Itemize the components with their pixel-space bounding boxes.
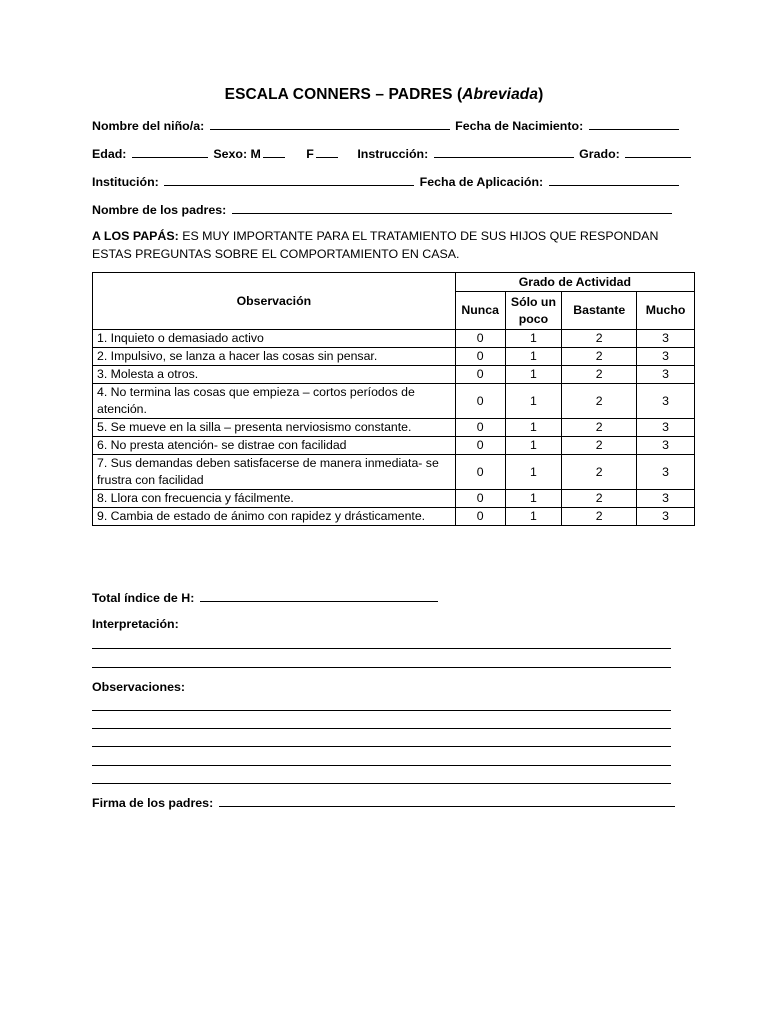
score-cell[interactable]: 1 — [505, 437, 562, 455]
score-cell[interactable]: 3 — [637, 508, 695, 526]
table-row — [93, 508, 695, 526]
score-cell[interactable]: 0 — [455, 455, 505, 490]
score-cell[interactable]: 3 — [637, 437, 695, 455]
label-total-indice: Total índice de H: — [92, 591, 195, 605]
fecha-nacimiento-blank[interactable] — [589, 118, 679, 130]
table-row — [93, 330, 695, 348]
label-fecha-aplicacion: Fecha de Aplicación: — [419, 175, 544, 189]
score-cell[interactable]: 0 — [455, 437, 505, 455]
score-cell[interactable]: 1 — [505, 348, 562, 366]
table-row — [93, 490, 695, 508]
observaciones-line[interactable] — [92, 783, 671, 784]
activity-table — [92, 272, 695, 526]
score-cell[interactable]: 0 — [455, 419, 505, 437]
header-col-nunca: Nunca — [455, 292, 505, 330]
table-row — [93, 348, 695, 366]
label-grado: Grado: — [579, 147, 620, 161]
table-row — [93, 437, 695, 455]
header-col-solo-un-poco: Sólo un poco — [505, 292, 562, 330]
label-institucion: Institución: — [92, 175, 159, 189]
fecha-aplicacion-blank[interactable] — [549, 174, 679, 186]
score-cell[interactable]: 2 — [562, 419, 637, 437]
score-cell[interactable]: 3 — [637, 384, 695, 419]
field-row-nombre — [92, 118, 681, 133]
score-cell[interactable]: 1 — [505, 508, 562, 526]
score-cell[interactable]: 3 — [637, 490, 695, 508]
score-cell[interactable]: 2 — [562, 490, 637, 508]
score-cell[interactable]: 0 — [455, 366, 505, 384]
table-row — [93, 384, 695, 419]
score-cell[interactable]: 3 — [637, 330, 695, 348]
score-cell[interactable]: 2 — [562, 330, 637, 348]
nombre-nino-blank[interactable] — [210, 118, 450, 130]
notice-text: ES MUY IMPORTANTE PARA EL TRATAMIENTO DE SUS HIJOS QUE RESPONDAN ESTAS PREGUNTAS SOBRE EL COMPORTAMIENTO EN CASA. — [92, 229, 659, 261]
header-observacion: Observación — [93, 273, 456, 330]
header-grado-actividad: Grado de Actividad — [455, 273, 694, 292]
table-row — [93, 366, 695, 384]
label-sexo-f: F — [306, 147, 314, 161]
observaciones-line[interactable] — [92, 746, 671, 747]
score-cell[interactable]: 2 — [562, 348, 637, 366]
observaciones-line[interactable] — [92, 728, 671, 729]
field-row-total — [92, 590, 440, 605]
label-instruccion: Instrucción: — [357, 147, 429, 161]
nombre-padres-blank[interactable] — [232, 202, 672, 214]
sexo-m-blank[interactable] — [263, 146, 285, 158]
score-cell[interactable]: 0 — [455, 348, 505, 366]
field-row-institucion — [92, 174, 681, 189]
interpretacion-line[interactable] — [92, 667, 671, 668]
row-observation: 7. Sus demandas deben satisfacerse de manera inmediata- se frustra con facilidad — [93, 455, 456, 490]
header-col-bastante: Bastante — [562, 292, 637, 330]
score-cell[interactable]: 0 — [455, 384, 505, 419]
edad-blank[interactable] — [132, 146, 208, 158]
score-cell[interactable]: 3 — [637, 366, 695, 384]
row-observation: 1. Inquieto o demasiado activo — [93, 330, 456, 348]
score-cell[interactable]: 2 — [562, 384, 637, 419]
row-observation: 5. Se mueve en la silla – presenta nerviosismo constante. — [93, 419, 456, 437]
label-fecha-nacimiento: Fecha de Nacimiento: — [455, 119, 584, 133]
observaciones-line[interactable] — [92, 710, 671, 711]
field-row-edad — [92, 146, 693, 161]
instruccion-blank[interactable] — [434, 146, 574, 158]
score-cell[interactable]: 0 — [455, 508, 505, 526]
score-cell[interactable]: 2 — [562, 366, 637, 384]
header-col-mucho: Mucho — [637, 292, 695, 330]
row-observation: 4. No termina las cosas que empieza – cortos períodos de atención. — [93, 384, 456, 419]
label-sexo-m: Sexo: M — [213, 147, 261, 161]
table-row — [93, 419, 695, 437]
score-cell[interactable]: 1 — [505, 490, 562, 508]
grado-blank[interactable] — [625, 146, 691, 158]
row-observation: 3. Molesta a otros. — [93, 366, 456, 384]
table-row — [93, 455, 695, 490]
row-observation: 6. No presta atención- se distrae con facilidad — [93, 437, 456, 455]
score-cell[interactable]: 1 — [505, 419, 562, 437]
total-indice-blank[interactable] — [200, 590, 438, 602]
observaciones-line[interactable] — [92, 765, 671, 766]
row-observation: 8. Llora con frecuencia y fácilmente. — [93, 490, 456, 508]
label-edad: Edad: — [92, 147, 127, 161]
document-title: ESCALA CONNERS – PADRES (Abreviada) — [224, 86, 544, 103]
row-observation: 2. Impulsivo, se lanza a hacer las cosas sin pensar. — [93, 348, 456, 366]
score-cell[interactable]: 0 — [455, 490, 505, 508]
field-row-firma — [92, 795, 677, 810]
score-cell[interactable]: 3 — [637, 455, 695, 490]
score-cell[interactable]: 1 — [505, 330, 562, 348]
firma-padres-blank[interactable] — [219, 795, 675, 807]
label-observaciones: Observaciones: — [92, 680, 185, 694]
score-cell[interactable]: 3 — [637, 348, 695, 366]
score-cell[interactable]: 1 — [505, 384, 562, 419]
score-cell[interactable]: 2 — [562, 455, 637, 490]
institucion-blank[interactable] — [164, 174, 414, 186]
interpretacion-line[interactable] — [92, 648, 671, 649]
score-cell[interactable]: 0 — [455, 330, 505, 348]
label-nombre-nino: Nombre del niño/a: — [92, 119, 205, 133]
notice-lead: A LOS PAPÁS: — [92, 229, 179, 243]
label-nombre-padres: Nombre de los padres: — [92, 203, 227, 217]
sexo-f-blank[interactable] — [316, 146, 338, 158]
score-cell[interactable]: 2 — [562, 437, 637, 455]
field-row-padres — [92, 202, 674, 217]
score-cell[interactable]: 1 — [505, 455, 562, 490]
parents-notice — [92, 227, 682, 263]
label-interpretacion: Interpretación: — [92, 617, 179, 631]
score-cell[interactable]: 2 — [562, 508, 637, 526]
score-cell[interactable]: 1 — [505, 366, 562, 384]
row-observation: 9. Cambia de estado de ánimo con rapidez y drásticamente. — [93, 508, 456, 526]
score-cell[interactable]: 3 — [637, 419, 695, 437]
label-firma-padres: Firma de los padres: — [92, 796, 214, 810]
